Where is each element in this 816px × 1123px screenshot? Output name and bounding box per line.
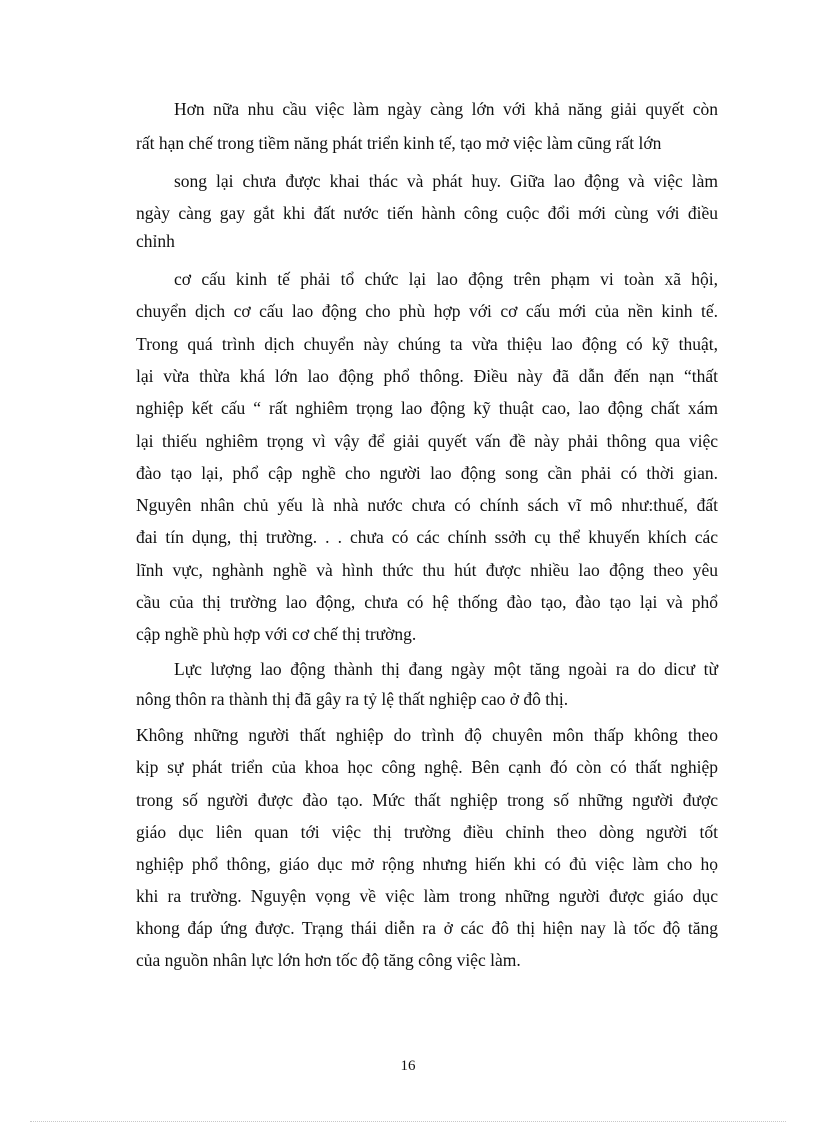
text-line: Lực lượng lao động thành thị đang ngày một tăng ngoài ra do dicư từ: [174, 659, 718, 679]
text-line: đai tín dụng, thị trường. . . chưa có các chính ssởh cụ thể khuyến khích các: [136, 527, 718, 547]
text-line: chuyển dịch cơ cấu lao động cho phù hợp với cơ cấu mới của nền kinh tế.: [136, 301, 718, 321]
page-number: 16: [400, 1058, 416, 1074]
text-line: khi ra trường. Nguyện vọng về việc làm trong những người được giáo dục: [136, 886, 718, 906]
text-line: chỉnh: [136, 231, 175, 251]
text-line: Trong quá trình dịch chuyển này chúng ta vừa thiệu lao động có kỹ thuật,: [136, 334, 718, 354]
text-line: cập nghề phù hợp với cơ chế thị trường.: [136, 624, 417, 644]
text-line: ngày càng gay gắt khi đất nước tiến hành công cuộc đổi mới cùng với điều: [136, 203, 718, 223]
text-line: giáo dục liên quan tới việc thị trường điều chỉnh theo dòng người tốt: [136, 822, 718, 842]
text-line: rất hạn chế trong tiềm năng phát triển kinh tế, tạo mở việc làm cũng rất lớn: [136, 133, 662, 153]
text-line: lại thiếu nghiêm trọng vì vậy để giải quyết vấn đề này phải thông qua việc: [136, 431, 718, 451]
text-line: trong số người được đào tạo. Mức thất nghiệp trong số những người được: [136, 790, 718, 810]
text-line: đào tạo lại, phổ cập nghề cho người lao động song cần phải có thời gian.: [136, 463, 718, 483]
text-line: Nguyên nhân chủ yếu là nhà nước chưa có chính sách vĩ mô như:thuế, đất: [136, 495, 718, 515]
text-line: lại vừa thừa khá lớn lao động phổ thông. Điều này đã dẫn đến nạn “thất: [136, 366, 718, 386]
text-line: nghiệp kết cấu “ rất nghiêm trọng lao động kỹ thuật cao, lao động chất xám: [136, 398, 718, 418]
text-line: cầu của thị trường lao động, chưa có hệ thống đào tạo, đào tạo lại và phổ: [136, 592, 718, 612]
text-line: song lại chưa được khai thác và phát huy. Giữa lao động và việc làm: [174, 171, 718, 191]
text-line: Không những người thất nghiệp do trình độ chuyên môn thấp không theo: [136, 725, 718, 745]
text-line: nông thôn ra thành thị đã gây ra tỷ lệ thất nghiệp cao ở đô thị.: [136, 689, 569, 709]
text-line: lĩnh vực, nghành nghề và hình thức thu hút được nhiều lao động theo yêu: [136, 560, 718, 580]
text-line: cơ cấu kinh tế phải tổ chức lại lao động trên phạm vi toàn xã hội,: [174, 269, 718, 289]
page-bottom-border: [30, 1121, 786, 1122]
text-line: khong đáp ứng được. Trạng thái diễn ra ở các đô thị hiện nay là tốc độ tăng: [136, 918, 718, 938]
text-line: Hơn nữa nhu cầu việc làm ngày càng lớn với khả năng giải quyết còn: [174, 99, 718, 119]
text-line: của nguồn nhân lực lớn hơn tốc độ tăng công việc làm.: [136, 950, 521, 970]
text-line: nghiệp phổ thông, giáo dục mở rộng nhưng hiến khi có đủ việc làm cho họ: [136, 854, 718, 874]
text-line: kịp sự phát triển của khoa học công nghệ. Bên cạnh đó còn có thất nghiệp: [136, 757, 718, 777]
